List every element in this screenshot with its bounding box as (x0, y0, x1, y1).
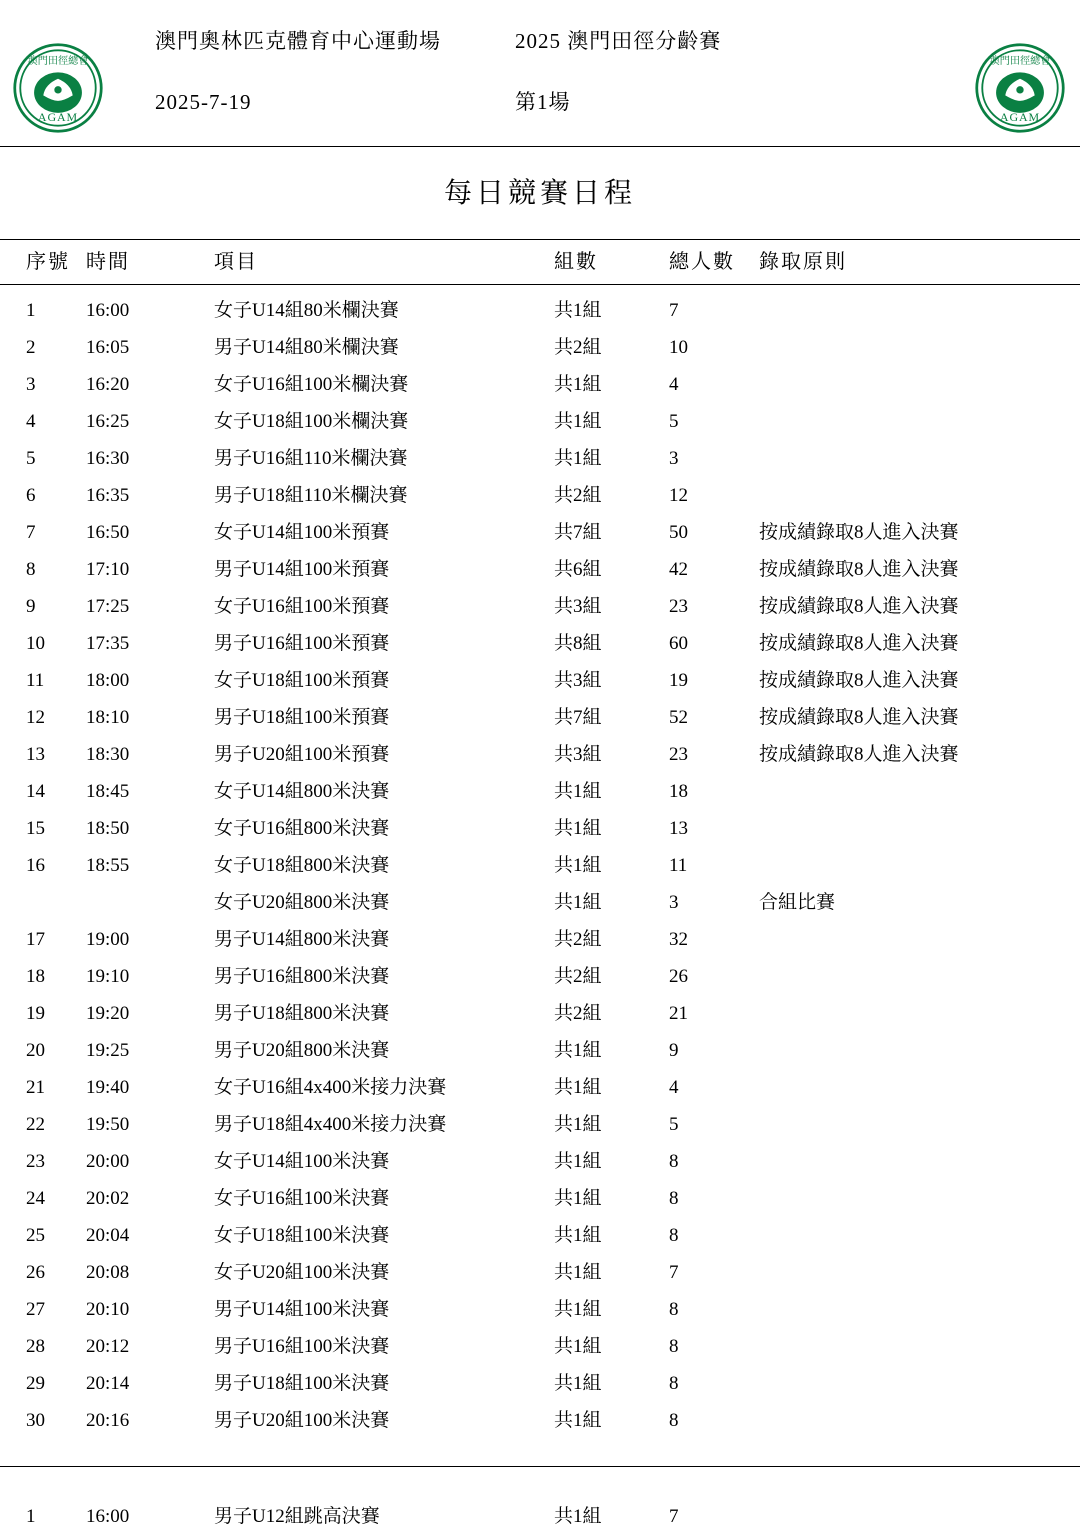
header-text-block (155, 28, 925, 117)
cell-time: 17:10 (86, 559, 130, 580)
cell-no: 30 (26, 1410, 45, 1431)
cell-time: 20:16 (86, 1410, 130, 1431)
cell-time: 19:10 (86, 966, 130, 987)
cell-no: 6 (26, 485, 36, 506)
svg-text:澳門田徑總會: 澳門田徑總會 (27, 56, 89, 68)
cell-no: 7 (26, 522, 36, 543)
cell-rule (759, 1400, 1080, 1437)
cell-event: 女子U14組100米預賽 (214, 522, 390, 543)
venue-label: 澳門奧林匹克體育中心運動場 (155, 29, 441, 53)
cell-rule: 按成績錄取8人進入決賽 (759, 670, 959, 691)
cell-rule: 合組比賽 (759, 892, 836, 913)
table-row (0, 808, 1080, 845)
cell-time (86, 882, 176, 919)
cell-groups: 共7組 (554, 707, 602, 728)
spacer-cell (0, 1437, 1080, 1461)
table-row (0, 697, 1080, 734)
cell-total: 11 (669, 855, 688, 876)
cell-event: 女子U14組100米決賽 (214, 1151, 390, 1172)
cell-no: 12 (26, 707, 45, 728)
table-row (0, 1215, 1080, 1252)
cell-event: 男子U14組800米決賽 (214, 929, 390, 950)
table-row (0, 290, 1080, 327)
table-row (0, 1030, 1080, 1067)
cell-groups: 共3組 (554, 670, 602, 691)
cell-groups: 共1組 (554, 1410, 602, 1431)
cell-no: 3 (26, 374, 36, 395)
cell-rule (759, 475, 1080, 512)
cell-event: 女子U20組800米決賽 (214, 892, 390, 913)
cell-groups: 共1組 (554, 300, 602, 321)
table-row (0, 882, 1080, 919)
cell-no: 14 (26, 781, 45, 802)
cell-total: 23 (669, 744, 688, 765)
cell-rule (759, 919, 1080, 956)
cell-groups: 共1組 (554, 411, 602, 432)
cell-rule (759, 327, 1080, 364)
cell-total: 26 (669, 966, 688, 987)
cell-rule: 按成績錄取8人進入決賽 (759, 522, 959, 543)
cell-no: 5 (26, 448, 36, 469)
cell-event: 男子U16組110米欄決賽 (214, 448, 408, 469)
cell-groups: 共1組 (554, 781, 602, 802)
cell-total: 4 (669, 1077, 679, 1098)
cell-groups: 共3組 (554, 744, 602, 765)
cell-no (0, 882, 86, 919)
cell-total: 8 (669, 1373, 679, 1394)
table-row (0, 549, 1080, 586)
cell-total: 42 (669, 559, 688, 580)
table-row (0, 327, 1080, 364)
cell-no: 4 (26, 411, 36, 432)
svg-text:AGAM: AGAM (37, 110, 79, 125)
cell-groups: 共2組 (554, 929, 602, 950)
cell-event: 男子U16組800米決賽 (214, 966, 390, 987)
cell-total: 3 (669, 448, 679, 469)
cell-rule (759, 956, 1080, 993)
table-header (0, 240, 1080, 290)
cell-no: 25 (26, 1225, 45, 1246)
cell-event: 男子U20組100米決賽 (214, 1410, 390, 1431)
agam-logo-left-icon (12, 42, 104, 134)
cell-no: 29 (26, 1373, 45, 1394)
cell-no: 26 (26, 1262, 45, 1283)
table-row (0, 956, 1080, 993)
cell-rule (759, 1141, 1080, 1178)
table-row (0, 1289, 1080, 1326)
cell-total: 50 (669, 522, 688, 543)
cell-no: 11 (26, 670, 45, 691)
cell-time: 19:50 (86, 1114, 130, 1135)
cell-time: 16:30 (86, 448, 130, 469)
cell-time: 16:20 (86, 374, 130, 395)
cell-total: 8 (669, 1225, 679, 1246)
cell-time: 20:02 (86, 1188, 130, 1209)
cell-event: 男子U14組80米欄決賽 (214, 337, 399, 358)
cell-event: 男子U18組800米決賽 (214, 1003, 390, 1024)
table-row (0, 1326, 1080, 1363)
cell-rule (759, 771, 1080, 808)
table-row (0, 1141, 1080, 1178)
table-row (0, 364, 1080, 401)
svg-text:AGAM: AGAM (999, 110, 1041, 125)
cell-rule (759, 1215, 1080, 1252)
page-title: 每日競賽日程 (443, 178, 636, 209)
table-row (0, 1104, 1080, 1141)
cell-event: 女子U16組100米決賽 (214, 1188, 390, 1209)
cell-total: 8 (669, 1299, 679, 1320)
cell-event: 女子U14組80米欄決賽 (214, 300, 399, 321)
cell-no: 17 (26, 929, 45, 950)
cell-total: 52 (669, 707, 688, 728)
cell-rule (759, 1030, 1080, 1067)
cell-event: 男子U18組4x400米接力決賽 (214, 1114, 447, 1135)
table-body (0, 290, 1080, 1533)
cell-groups: 共1組 (554, 1188, 602, 1209)
svg-text:澳門田徑總會: 澳門田徑總會 (989, 56, 1051, 68)
document-header (0, 0, 1080, 140)
cell-groups: 共1組 (554, 1225, 602, 1246)
table-row (0, 1067, 1080, 1104)
cell-no: 21 (26, 1077, 45, 1098)
header-row-date (155, 89, 925, 116)
cell-time: 18:55 (86, 855, 130, 876)
cell-no: 22 (26, 1114, 45, 1135)
cell-total: 21 (669, 1003, 688, 1024)
cell-total: 12 (669, 485, 688, 506)
table-row (0, 1496, 1080, 1533)
cell-time: 16:35 (86, 485, 130, 506)
cell-no: 16 (26, 855, 45, 876)
cell-groups: 共7組 (554, 522, 602, 543)
cell-no: 23 (26, 1151, 45, 1172)
cell-rule (759, 993, 1080, 1030)
cell-no: 9 (26, 596, 36, 617)
cell-time: 20:14 (86, 1373, 130, 1394)
cell-total: 13 (669, 818, 688, 839)
agam-logo-right-icon (974, 42, 1066, 134)
cell-total: 7 (669, 1506, 679, 1527)
cell-event: 男子U18組100米決賽 (214, 1373, 390, 1394)
cell-groups: 共1組 (554, 1299, 602, 1320)
cell-event: 女子U16組4x400米接力決賽 (214, 1077, 447, 1098)
table-row (0, 734, 1080, 771)
table-row (0, 771, 1080, 808)
cell-groups: 共1組 (554, 1114, 602, 1135)
cell-time: 17:25 (86, 596, 130, 617)
date-label: 2025-7-19 (155, 90, 252, 115)
cell-rule (759, 1363, 1080, 1400)
cell-event: 男子U12組跳高決賽 (214, 1506, 380, 1527)
cell-rule: 按成績錄取8人進入決賽 (759, 559, 959, 580)
table-row (0, 475, 1080, 512)
cell-event: 男子U16組100米預賽 (214, 633, 390, 654)
table-row (0, 845, 1080, 882)
table-row (0, 1363, 1080, 1400)
cell-event: 男子U16組100米決賽 (214, 1336, 390, 1357)
cell-rule (759, 1104, 1080, 1141)
cell-time: 18:10 (86, 707, 130, 728)
cell-rule (759, 1496, 1080, 1533)
cell-event: 女子U18組100米決賽 (214, 1225, 390, 1246)
cell-event: 女子U16組100米欄決賽 (214, 374, 409, 395)
cell-no: 27 (26, 1299, 45, 1320)
cell-event: 女子U18組100米欄決賽 (214, 411, 409, 432)
column-header-groups: 組數 (554, 251, 598, 273)
cell-no: 1 (26, 300, 36, 321)
cell-event: 女子U16組800米決賽 (214, 818, 390, 839)
cell-total: 8 (669, 1336, 679, 1357)
cell-time: 20:08 (86, 1262, 130, 1283)
cell-groups: 共1組 (554, 1506, 602, 1527)
table-row (0, 1400, 1080, 1437)
cell-event: 女子U18組800米決賽 (214, 855, 390, 876)
cell-no: 10 (26, 633, 45, 654)
cell-event: 女子U16組100米預賽 (214, 596, 390, 617)
column-header-event: 項目 (214, 251, 258, 273)
cell-no: 19 (26, 1003, 45, 1024)
cell-time: 20:12 (86, 1336, 130, 1357)
cell-time: 16:00 (86, 300, 130, 321)
cell-event: 男子U14組100米決賽 (214, 1299, 390, 1320)
cell-time: 18:30 (86, 744, 130, 765)
event-name-label: 2025 澳門田徑分齡賽 (515, 29, 722, 53)
cell-groups: 共1組 (554, 818, 602, 839)
table-row (0, 512, 1080, 549)
cell-time: 18:00 (86, 670, 130, 691)
section-divider (0, 1461, 1080, 1472)
cell-time: 16:25 (86, 411, 130, 432)
table-row (0, 586, 1080, 623)
spacer-row (0, 1472, 1080, 1496)
cell-time: 20:10 (86, 1299, 130, 1320)
cell-groups: 共1組 (554, 1262, 602, 1283)
cell-no: 2 (26, 337, 36, 358)
cell-groups: 共1組 (554, 892, 602, 913)
cell-total: 8 (669, 1151, 679, 1172)
cell-rule: 按成績錄取8人進入決賽 (759, 596, 959, 617)
cell-groups: 共2組 (554, 966, 602, 987)
table-header-row (0, 240, 1080, 279)
column-header-rule: 錄取原則 (759, 251, 847, 273)
cell-groups: 共2組 (554, 337, 602, 358)
cell-groups: 共2組 (554, 485, 602, 506)
cell-time: 16:00 (86, 1506, 130, 1527)
cell-rule (759, 845, 1080, 882)
cell-no: 28 (26, 1336, 45, 1357)
cell-rule (759, 1178, 1080, 1215)
cell-total: 19 (669, 670, 688, 691)
cell-event: 男子U18組100米預賽 (214, 707, 390, 728)
cell-total: 5 (669, 411, 679, 432)
cell-groups: 共6組 (554, 559, 602, 580)
cell-total: 4 (669, 374, 679, 395)
cell-time: 19:40 (86, 1077, 130, 1098)
cell-event: 男子U18組110米欄決賽 (214, 485, 408, 506)
cell-groups: 共1組 (554, 448, 602, 469)
cell-time: 18:45 (86, 781, 130, 802)
cell-event: 男子U20組100米預賽 (214, 744, 390, 765)
schedule-table (0, 240, 1080, 1533)
cell-total: 32 (669, 929, 688, 950)
table-header-divider (0, 279, 1080, 290)
cell-groups: 共3組 (554, 596, 602, 617)
cell-event: 男子U20組800米決賽 (214, 1040, 390, 1061)
cell-total: 3 (669, 892, 679, 913)
cell-groups: 共1組 (554, 1336, 602, 1357)
table-header-divider-row (0, 279, 1080, 290)
cell-time: 19:00 (86, 929, 130, 950)
cell-no: 15 (26, 818, 45, 839)
cell-event: 女子U18組100米預賽 (214, 670, 390, 691)
table-row (0, 623, 1080, 660)
spacer-cell (0, 1472, 1080, 1496)
section-divider-row (0, 1461, 1080, 1472)
cell-rule (759, 290, 1080, 327)
cell-total: 60 (669, 633, 688, 654)
cell-groups: 共1組 (554, 1077, 602, 1098)
header-row-venue (155, 28, 925, 55)
cell-time: 16:50 (86, 522, 130, 543)
cell-rule: 按成績錄取8人進入決賽 (759, 744, 959, 765)
cell-groups: 共1組 (554, 1040, 602, 1061)
cell-groups: 共8組 (554, 633, 602, 654)
cell-time: 20:04 (86, 1225, 130, 1246)
cell-total: 7 (669, 300, 679, 321)
cell-time: 17:35 (86, 633, 130, 654)
table-row (0, 438, 1080, 475)
table-row (0, 660, 1080, 697)
table-row (0, 401, 1080, 438)
cell-rule: 按成績錄取8人進入決賽 (759, 707, 959, 728)
cell-total: 8 (669, 1188, 679, 1209)
cell-no: 24 (26, 1188, 45, 1209)
column-header-total: 總人數 (669, 251, 735, 273)
cell-time: 19:20 (86, 1003, 130, 1024)
cell-time: 19:25 (86, 1040, 130, 1061)
cell-no: 1 (26, 1506, 36, 1527)
cell-no: 20 (26, 1040, 45, 1061)
cell-event: 女子U20組100米決賽 (214, 1262, 390, 1283)
session-label: 第1場 (515, 90, 571, 115)
cell-groups: 共1組 (554, 1373, 602, 1394)
cell-event: 男子U14組100米預賽 (214, 559, 390, 580)
column-header-time: 時間 (86, 251, 130, 273)
cell-groups: 共2組 (554, 1003, 602, 1024)
cell-total: 18 (669, 781, 688, 802)
cell-total: 7 (669, 1262, 679, 1283)
cell-no: 18 (26, 966, 45, 987)
cell-rule: 按成績錄取8人進入決賽 (759, 633, 959, 654)
cell-rule (759, 1252, 1080, 1289)
table-row (0, 919, 1080, 956)
cell-groups: 共1組 (554, 855, 602, 876)
cell-no: 8 (26, 559, 36, 580)
spacer-row (0, 1437, 1080, 1461)
table-row (0, 1178, 1080, 1215)
cell-total: 9 (669, 1040, 679, 1061)
column-header-no: 序號 (26, 251, 70, 273)
table-row (0, 1252, 1080, 1289)
cell-groups: 共1組 (554, 1151, 602, 1172)
cell-total: 5 (669, 1114, 679, 1135)
cell-time: 16:05 (86, 337, 130, 358)
cell-rule (759, 364, 1080, 401)
cell-rule (759, 1289, 1080, 1326)
cell-total: 23 (669, 596, 688, 617)
cell-no: 13 (26, 744, 45, 765)
cell-total: 8 (669, 1410, 679, 1431)
cell-event: 女子U14組800米決賽 (214, 781, 390, 802)
cell-rule (759, 438, 1080, 475)
cell-groups: 共1組 (554, 374, 602, 395)
cell-time: 18:50 (86, 818, 130, 839)
cell-rule (759, 808, 1080, 845)
cell-rule (759, 401, 1080, 438)
cell-rule (759, 1326, 1080, 1363)
cell-time: 20:00 (86, 1151, 130, 1172)
cell-rule (759, 1067, 1080, 1104)
table-row (0, 993, 1080, 1030)
cell-total: 10 (669, 337, 688, 358)
